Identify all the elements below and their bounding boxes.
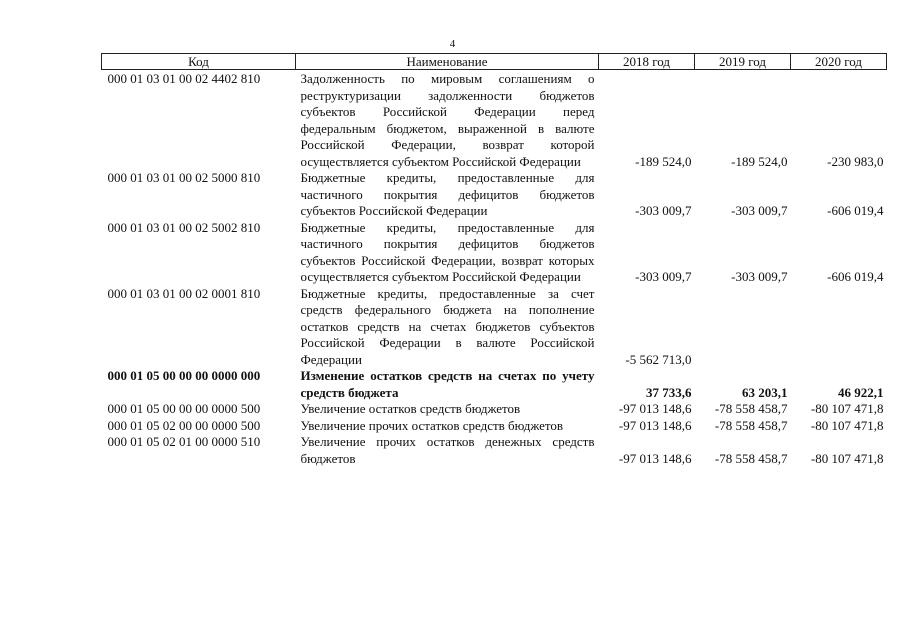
row-value-2019: -78 558 458,7 <box>714 401 788 416</box>
row-code: 000 01 03 01 00 02 5002 810 <box>107 219 261 235</box>
table-row <box>102 401 887 418</box>
row-name: Увеличение остатков средств бюджетов <box>300 401 521 416</box>
table-header <box>102 54 887 70</box>
row-name: Бюджетные кредиты, предоставленные для частичного покрытия дефицитов бюджетов субъектов Российской Федерации <box>300 170 595 218</box>
row-code: 000 01 03 01 00 02 4402 810 <box>107 71 261 86</box>
row-name: Задолженность по мировым соглашениям о реструктуризации задолженности бюджетов субъектов Российской Федерации перед федеральным бюджетом, выраженной в валюте Российской Федерации, возврат которой осуществляется субъектом Российской Федерации <box>300 71 595 169</box>
row-value-2018: -97 013 148,6 <box>618 450 692 466</box>
header-code: Код <box>102 54 296 70</box>
row-name: Увеличение прочих остатков денежных средств бюджетов <box>300 434 595 466</box>
row-value-2019: -78 558 458,7 <box>714 417 788 433</box>
row-value-2020: -80 107 471,8 <box>810 401 884 416</box>
table-body <box>102 70 887 468</box>
row-code: 000 01 05 02 01 00 0000 510 <box>107 434 261 449</box>
row-value-2020: -606 019,4 <box>827 269 884 284</box>
row-value-2018: -97 013 148,6 <box>618 401 692 416</box>
row-name: Изменение остатков средств на счетах по учету средств бюджета <box>300 368 595 400</box>
header-name: Наименование <box>296 54 599 70</box>
row-value-2018: -303 009,7 <box>635 203 692 218</box>
row-value-2020: -230 983,0 <box>827 153 884 169</box>
row-name: Бюджетные кредиты, предоставленные для частичного покрытия дефицитов бюджетов субъектов Российской Федерации, возврат которых осуществляется субъектом Российской Федерации <box>300 219 595 284</box>
row-value-2019 <box>695 286 791 369</box>
row-value-2019: -303 009,7 <box>731 269 788 284</box>
row-value-2019: -189 524,0 <box>731 153 788 169</box>
row-value-2019: 63 203,1 <box>742 384 788 400</box>
row-value-2019: -78 558 458,7 <box>714 450 788 466</box>
table-row <box>102 71 887 170</box>
header-2020: 2020 год <box>791 54 887 70</box>
row-value-2020: -606 019,4 <box>827 203 884 218</box>
row-value-2020 <box>791 286 887 369</box>
table-row <box>102 418 887 435</box>
header-2018: 2018 год <box>599 54 695 70</box>
row-name: Бюджетные кредиты, предоставленные за счет средств федерального бюджета на пополнение остатков средств на счетах бюджетов субъектов Российской Федерации в валюте Российской Федерации <box>300 285 595 367</box>
row-value-2019: -303 009,7 <box>731 203 788 218</box>
row-code: 000 01 03 01 00 02 0001 810 <box>107 285 261 301</box>
row-value-2020: -80 107 471,8 <box>810 417 884 433</box>
row-value-2018: -303 009,7 <box>635 269 692 284</box>
table-row <box>102 434 887 467</box>
header-row <box>102 54 887 70</box>
row-code: 000 01 05 00 00 00 0000 500 <box>107 401 261 416</box>
header-2019: 2019 год <box>695 54 791 70</box>
row-code: 000 01 03 01 00 02 5000 810 <box>107 170 261 185</box>
row-value-2020: -80 107 471,8 <box>810 450 884 466</box>
budget-sources-table <box>101 53 887 467</box>
row-value-2018: -5 562 713,0 <box>625 351 692 367</box>
row-value-2018: -189 524,0 <box>635 153 692 169</box>
table-row-subtotal <box>102 368 887 401</box>
row-code: 000 01 05 00 00 00 0000 000 <box>107 368 261 383</box>
row-code: 000 01 05 02 00 00 0000 500 <box>107 417 261 433</box>
table-row <box>102 220 887 286</box>
table-row <box>102 170 887 220</box>
row-value-2018: 37 733,6 <box>646 384 692 400</box>
row-value-2020: 46 922,1 <box>838 384 884 400</box>
page-number: 4 <box>449 38 456 50</box>
table-row <box>102 286 887 369</box>
row-name: Увеличение прочих остатков средств бюджетов <box>300 417 564 433</box>
row-value-2018: -97 013 148,6 <box>618 417 692 433</box>
